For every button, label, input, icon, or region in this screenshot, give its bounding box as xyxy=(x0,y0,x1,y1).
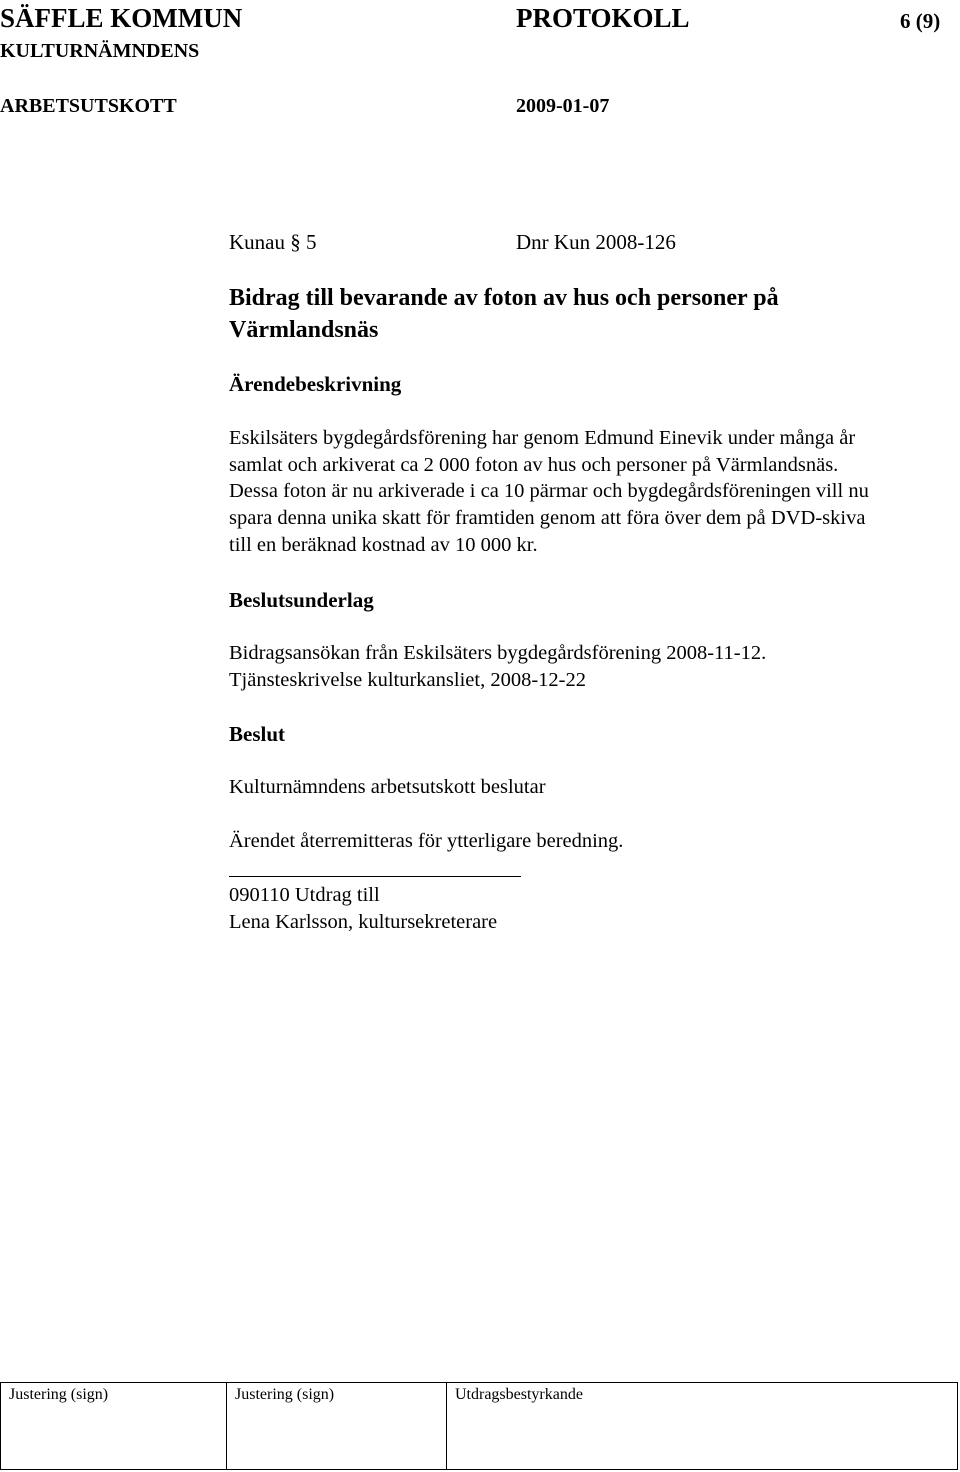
description-line: Eskilsäters bygdegårdsförening har genom Edmund Einevik under många år xyxy=(229,427,856,449)
basis-line: Tjänsteskrivelse kulturkansliet, 2008-12-22 xyxy=(229,669,586,691)
meeting-date: 2009-01-07 xyxy=(516,95,610,117)
description-line: samlat och arkiverat ca 2 000 foton av hus och personer på Värmlandsnäs. xyxy=(229,454,839,476)
basis-line: Bidragsansökan från Eskilsäters bygdegårdsförening 2008-11-12. xyxy=(229,642,767,664)
case-title-line-1: Bidrag till bevarande av foton av hus och personer på xyxy=(229,285,779,311)
signature-cell-label: Utdragsbestyrkande xyxy=(455,1386,583,1403)
case-reference: Kunau § 5 xyxy=(229,230,317,254)
signature-table xyxy=(0,1382,958,1470)
committee-line-1: KULTURNÄMNDENS xyxy=(0,40,200,62)
decision-text: Ärendet återremitteras för ytterligare beredning. xyxy=(229,830,624,852)
committee-line-2: ARBETSUTSKOTT xyxy=(0,95,177,117)
signature-cell-justering-1 xyxy=(1,1383,227,1469)
description-line: till en beräknad kostnad av 10 000 kr. xyxy=(229,534,538,556)
signature-cell-label: Justering (sign) xyxy=(9,1386,109,1403)
extract-line: Lena Karlsson, kultursekreterare xyxy=(229,911,498,933)
signature-cell-label: Justering (sign) xyxy=(235,1386,335,1403)
description-line: Dessa foton är nu arkiverade i ca 10 pärmar och bygdegårdsföreningen vill nu xyxy=(229,480,869,502)
decision-intro: Kulturnämndens arbetsutskott beslutar xyxy=(229,776,546,798)
signature-cell-utdragsbestyrkande xyxy=(447,1383,957,1469)
case-dnr: Dnr Kun 2008-126 xyxy=(516,230,676,254)
document-type: PROTOKOLL xyxy=(516,3,690,33)
org-name: SÄFFLE KOMMUN xyxy=(0,3,243,33)
description-heading: Ärendebeskrivning xyxy=(229,372,402,396)
extract-line: 090110 Utdrag till xyxy=(229,884,380,906)
basis-heading: Beslutsunderlag xyxy=(229,588,374,612)
decision-heading: Beslut xyxy=(229,722,286,746)
case-title-line-2: Värmlandsnäs xyxy=(229,317,379,343)
signature-rule xyxy=(229,876,521,877)
page-number: 6 (9) xyxy=(900,9,941,33)
description-line: spara denna unika skatt för framtiden genom att föra över dem på DVD-skiva xyxy=(229,507,866,529)
signature-cell-justering-2 xyxy=(227,1383,447,1469)
